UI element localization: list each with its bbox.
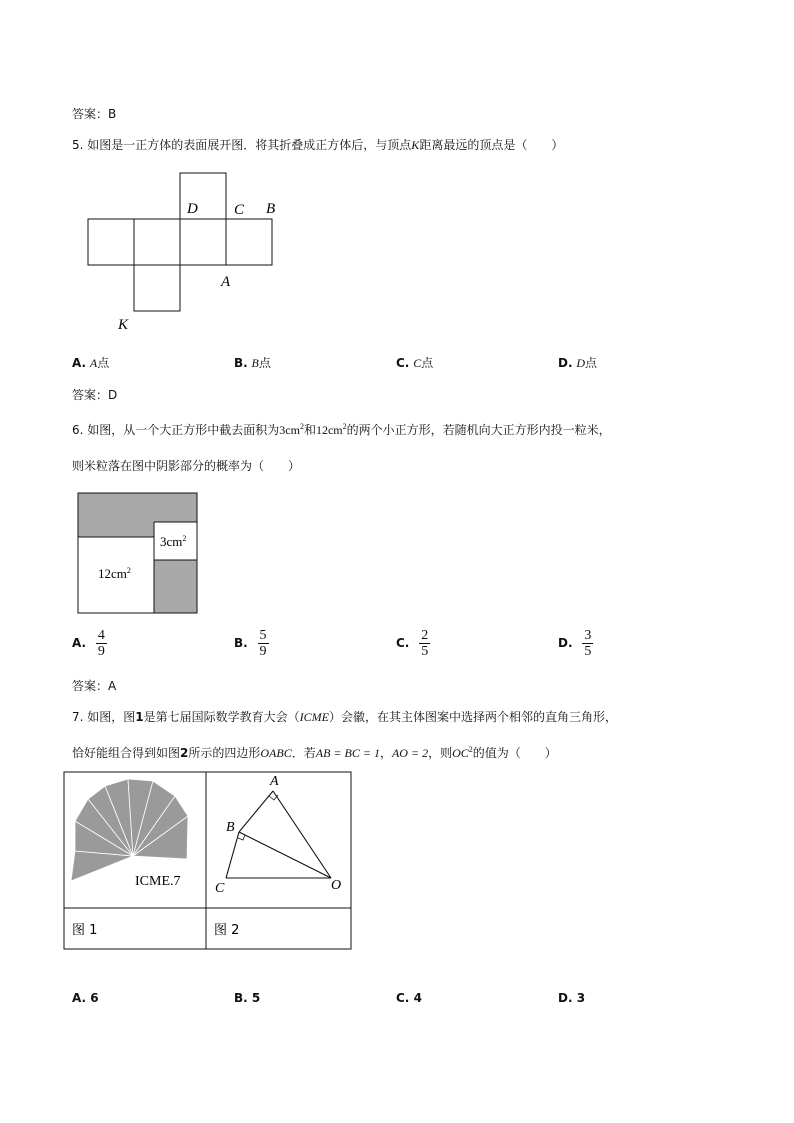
option-c[interactable]: C. 4 bbox=[396, 991, 422, 1005]
option-b[interactable]: B. $\frac{5}{9}$ bbox=[234, 628, 267, 659]
icme-logo-text: ICME.7 bbox=[135, 874, 181, 889]
question-number: 5. bbox=[72, 138, 84, 152]
option-d[interactable]: D. 3 bbox=[558, 991, 586, 1005]
label-12cm: $12cm^2$ bbox=[98, 566, 131, 581]
option-a[interactable]: A. $\frac{4}{9}$ bbox=[72, 628, 105, 659]
caption-figure-1: 图 1 bbox=[72, 923, 98, 938]
net-square bbox=[134, 219, 180, 265]
label-3cm: $3cm^2$ bbox=[160, 534, 187, 549]
answer-q6: 答案：A bbox=[72, 679, 117, 693]
fraction: $\frac{2}{5}$ bbox=[421, 628, 429, 659]
figure-table bbox=[63, 771, 354, 953]
point-label-a: A bbox=[270, 774, 279, 789]
question-6-stem-line1: 6. 如图，从一个大正方形中截去面积为$3cm^2$和$12cm^2$的两个小正方形，若随机向大正方形内投一粒米， bbox=[72, 422, 611, 437]
stem-text: 如图是一正方体的表面展开图．将其折叠成正方体后，与顶点 bbox=[87, 138, 412, 152]
answer-q5: 答案：D bbox=[72, 388, 118, 402]
vertex-label-k: K bbox=[118, 317, 129, 333]
area-small: $3cm^2$ bbox=[279, 422, 304, 437]
vertex-label-a: A bbox=[221, 274, 231, 290]
net-square bbox=[134, 265, 180, 311]
fraction: $\frac{4}{9}$ bbox=[97, 628, 105, 659]
question-number: 7. bbox=[72, 710, 84, 724]
question-7-stem-line1: 7. 如图，图1是第七届国际数学教育大会（ICME）会徽，在其主体图案中选择两个相邻的直角三角形， bbox=[72, 710, 618, 724]
stem-text: 距离最远的顶点是（ ） bbox=[419, 138, 564, 152]
area-big: $12cm^2$ bbox=[315, 422, 347, 437]
question-5-stem bbox=[72, 136, 563, 153]
question-6-stem-line2: 则米粒落在图中阴影部分的概率为（ ） bbox=[72, 459, 301, 473]
net-square bbox=[226, 219, 272, 265]
question-7-stem-line2: 恰好能组合得到如图2所示的四边形OABC．若AB = BC = 1，AO = 2，则$OC^2$的值为（ ） bbox=[72, 745, 557, 760]
quadrilateral-oabc bbox=[226, 791, 331, 878]
option-a[interactable]: A. 6 bbox=[72, 991, 99, 1005]
fraction: $\frac{5}{9}$ bbox=[259, 628, 267, 659]
net-square bbox=[180, 219, 226, 265]
caption-figure-2: 图 2 bbox=[214, 923, 240, 938]
point-label-c: C bbox=[215, 881, 225, 896]
fraction: $\frac{3}{5}$ bbox=[584, 628, 592, 659]
net-square bbox=[88, 219, 134, 265]
option-c[interactable]: C. C点 bbox=[396, 356, 434, 370]
question-number: 6. bbox=[72, 423, 84, 437]
vertex-label-c: C bbox=[234, 202, 245, 218]
squares-figure bbox=[76, 490, 202, 618]
option-d[interactable]: D. D点 bbox=[558, 356, 598, 370]
icme-logo bbox=[71, 779, 188, 881]
shaded-right bbox=[154, 560, 197, 613]
option-d[interactable]: D. $\frac{3}{5}$ bbox=[558, 628, 592, 659]
vertex-label-b: B bbox=[266, 201, 276, 217]
option-b[interactable]: B. 5 bbox=[234, 991, 261, 1005]
cube-net-figure bbox=[80, 165, 300, 340]
vertex-label-d: D bbox=[187, 201, 198, 217]
option-b[interactable]: B. B点 bbox=[234, 356, 271, 370]
point-label-o: O bbox=[331, 878, 342, 893]
stem-variable: K bbox=[411, 138, 420, 152]
point-label-b: B bbox=[226, 820, 235, 835]
option-c[interactable]: C. $\frac{2}{5}$ bbox=[396, 628, 429, 659]
answer-q4: 答案：B bbox=[72, 107, 117, 121]
option-a[interactable]: A. A点 bbox=[72, 356, 110, 370]
